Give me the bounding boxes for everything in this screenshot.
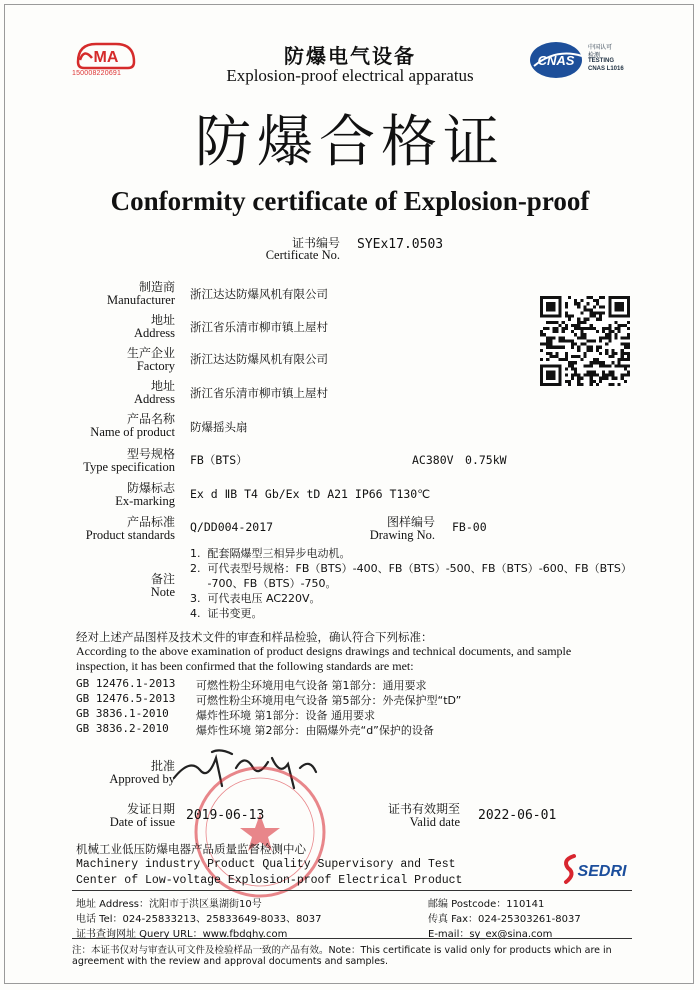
cnas-text-1: 中国认可: [588, 44, 613, 51]
footer-note-2: agreement with the review and approval documents and samples.: [72, 956, 389, 967]
cnas-text-4: CNAS L1016: [588, 66, 624, 72]
address-label-en: Address: [134, 326, 175, 340]
header-title-en: Explosion-proof electrical apparatus: [226, 66, 474, 85]
product-standards-label-en: Product standards: [85, 528, 175, 542]
standard-desc-1: 可燃性粉尘环境用电气设备 第1部分：通用要求: [196, 679, 427, 692]
cnas-logo-text: CNAS: [537, 53, 575, 68]
valid-date-label-cn: 证书有效期至: [387, 802, 460, 816]
statement-cn: 经对上述产品图样及技术文件的审查和样品检验，确认符合下列标准：: [76, 630, 433, 644]
product-name-label-en: Name of product: [90, 425, 175, 439]
lab-name-cn: 机械工业低压防爆电器产品质量监督检测中心: [76, 842, 306, 856]
product-standards-label-cn: 产品标准: [126, 515, 175, 529]
factory-label-en: Factory: [136, 359, 175, 373]
product-standards-value: Q/DD004-2017: [190, 520, 274, 534]
header-title-cn: 防爆电气设备: [284, 44, 416, 68]
address-value: 浙江省乐清市柳市镇上屋村: [190, 320, 328, 334]
valid-date-value: 2022-06-01: [478, 808, 557, 823]
footer-fax: 传真 Fax：024-25303261-8037: [428, 914, 581, 925]
type-spec-value: FB（BTS）: [190, 453, 248, 467]
lab-name-en-2: Center of Low-voltage Explosion-proof Electrical Product: [76, 874, 463, 887]
type-spec-rating: AC380V 0.75kW: [412, 453, 507, 467]
drawing-label-en: Drawing No.: [369, 528, 435, 542]
sedri-logo-text: SEDRI: [577, 863, 627, 880]
ex-marking-label-en: Ex-marking: [115, 494, 175, 508]
product-name-label-cn: 产品名称: [126, 412, 175, 426]
note-line-4: 3. 可代表电压 AC220V。: [190, 592, 321, 605]
note-label-cn: 备注: [150, 572, 175, 586]
drawing-value: FB-00: [452, 520, 487, 534]
product-name-value: 防爆摇头扇: [190, 420, 248, 434]
issue-date-label-en: Date of issue: [109, 815, 175, 829]
cma-number: 150008220691: [72, 70, 122, 77]
footer-postcode: 邮编 Postcode：110141: [428, 899, 545, 910]
note-line-3: -700、FB（BTS）-750。: [190, 577, 337, 590]
standard-code-4: GB 3836.2-2010: [76, 722, 169, 735]
standard-code-3: GB 3836.1-2010: [76, 707, 169, 720]
cnas-text-3: TESTING: [588, 58, 615, 64]
certificate-label-en: Certificate No.: [265, 248, 340, 262]
manufacturer-label-cn: 制造商: [138, 280, 175, 294]
sedri-logo: [560, 852, 632, 886]
address-label-cn: 地址: [150, 313, 175, 327]
statement-en-2: inspection, it has been confirmed that the following standards are met:: [76, 659, 414, 673]
footer-address: 地址 Address：沈阳市于洪区巢湖街10号: [76, 899, 262, 910]
note-line-5: 4. 证书变更。: [190, 607, 263, 620]
manufacturer-value: 浙江达达防爆风机有限公司: [190, 287, 328, 301]
standard-code-2: GB 12476.5-2013: [76, 692, 176, 705]
approval-label-cn: 批准: [150, 759, 175, 773]
ex-marking-label-cn: 防爆标志: [126, 481, 175, 495]
issue-date-label-cn: 发证日期: [126, 802, 175, 816]
note-line-1: 1. 配套隔爆型三相异步电动机。: [190, 547, 351, 560]
footer-divider-bottom: [72, 938, 632, 939]
svg-text:MA: MA: [93, 49, 119, 66]
standard-desc-4: 爆炸性环境 第2部分：由隔爆外壳“d”保护的设备: [196, 724, 434, 737]
factory-address-label-en: Address: [134, 392, 175, 406]
lab-name-en-1: Machinery industry Product Quality Supervisory and Test: [76, 858, 456, 871]
title-en: Conformity certificate of Explosion-proof: [110, 186, 590, 216]
factory-value: 浙江达达防爆风机有限公司: [190, 352, 328, 366]
type-spec-label-cn: 型号规格: [126, 447, 175, 461]
factory-address-value: 浙江省乐清市柳市镇上屋村: [190, 386, 328, 400]
statement-en-1: According to the above examination of product designs drawings and technical documents, and sample: [76, 644, 572, 658]
footer-tel: 电话 Tel：024-25833213、25833649-8033、8037: [76, 914, 322, 925]
type-spec-label-en: Type specification: [83, 460, 175, 474]
ex-marking-value: Ex d ⅡB T4 Gb/Ex tD A21 IP66 T130℃: [190, 487, 431, 501]
issue-date-value: 2019-06-13: [186, 808, 265, 823]
factory-address-label-cn: 地址: [150, 379, 175, 393]
certificate-number: SYEx17.0503: [357, 237, 444, 252]
footer-email: E-mail：sy_ex@sina.com: [428, 929, 553, 940]
title-cn: 防爆合格证: [195, 110, 505, 175]
note-label-en: Note: [150, 585, 175, 599]
standard-desc-2: 可燃性粉尘环境用电气设备 第5部分：外壳保护型“tD”: [196, 694, 462, 707]
manufacturer-label-en: Manufacturer: [106, 293, 175, 307]
certificate-label-cn: 证书编号: [291, 236, 340, 250]
footer-divider-top: [72, 890, 632, 891]
valid-date-label-en: Valid date: [409, 815, 460, 829]
approval-label-en: Approved by: [109, 772, 175, 786]
standard-desc-3: 爆炸性环境 第1部分：设备 通用要求: [196, 709, 375, 722]
footer-query-url: 证书查询网址 Query URL：www.fbdqhy.com: [76, 929, 288, 940]
qr-code: [540, 296, 630, 386]
footer-note-1: 注：本证书仅对与审查认可文件及检验样品一致的产品有效。Note：This certificate is valid only for products which are in: [72, 945, 612, 956]
note-line-2: 2. 可代表型号规格：FB（BTS）-400、FB（BTS）-500、FB（BTS）-600、FB（BTS）: [190, 562, 632, 575]
drawing-label-cn: 图样编号: [386, 515, 435, 529]
standard-code-1: GB 12476.1-2013: [76, 677, 176, 690]
cnas-text-2: 检测: [588, 52, 601, 59]
factory-label-cn: 生产企业: [126, 346, 175, 360]
